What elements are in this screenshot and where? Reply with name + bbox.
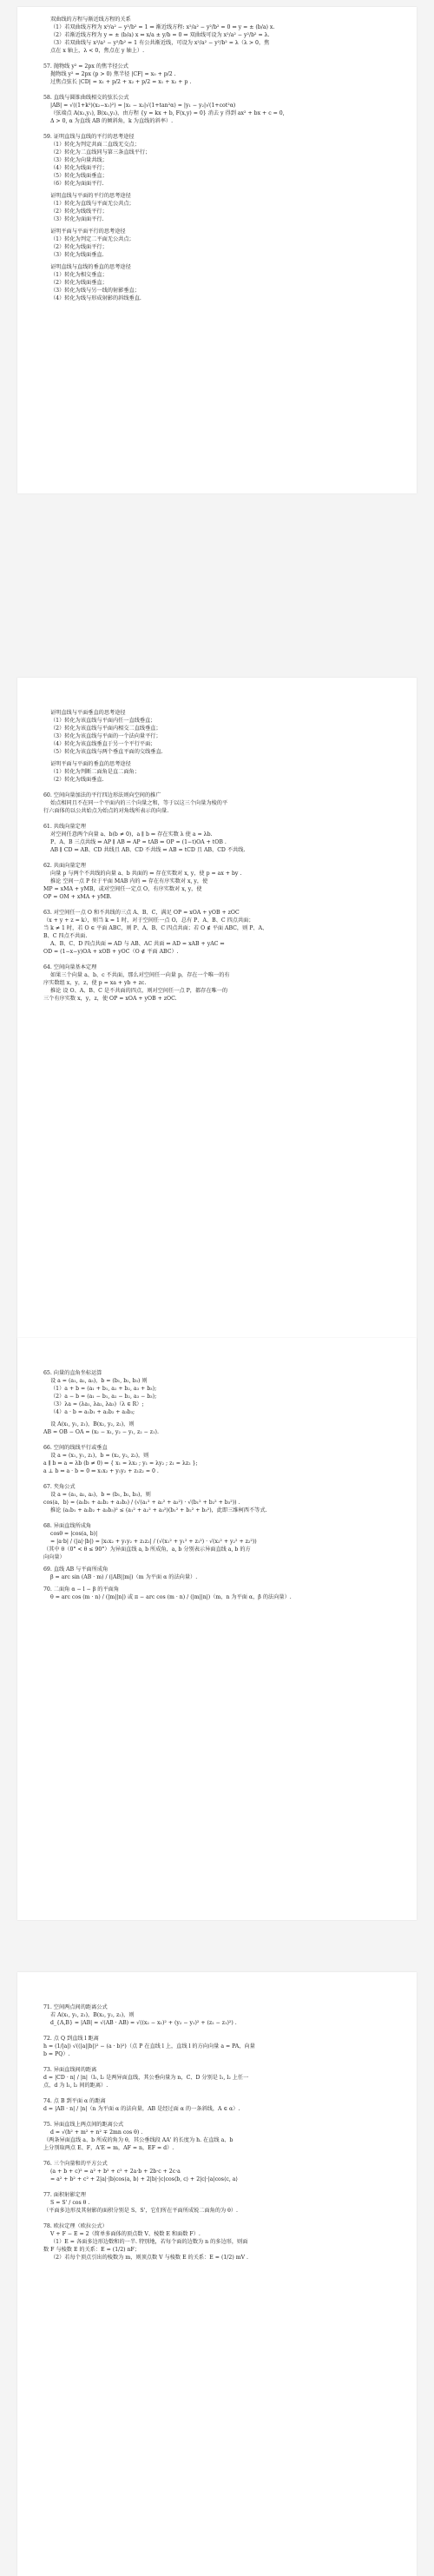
text-line: 设 a = (a₁, a₂, a₃)，b = (b₁, b₂, b₃) 则: [50, 1378, 148, 1384]
text-line: （2）转化为线线平行；: [50, 209, 108, 215]
text-line: [43, 1436, 399, 1444]
text-line: （1）转化为判定共面二直线无交点；: [50, 142, 140, 148]
text-line: [43, 901, 399, 909]
text-line: （2）若渐近线方程为 y = ± (b/a) x ⇔ x/a ± y/b = 0 ⇒ 双曲线可设为 x²/a² − y²/b² = λ.: [50, 32, 270, 38]
text-line: （2）若每个顶点引出的棱数为 m，则顶点数 V 与棱数 E 的关系：E = (1/2) mV .: [50, 2255, 248, 2261]
text-line: A、B、C、D 四点共面 ⇔ AD 与 AB、AC 共面 ⇔ AD = xAB + yAC ⇔: [50, 941, 225, 947]
text-line: 证明平面与平面的垂直的思考途径: [50, 761, 131, 767]
text-line: d = |CD · n| / |n|（l₁, l₂ 是两异面直线，其公垂向量为 n，C、D 分别是 l₁, l₂ 上任一: [43, 2075, 249, 2081]
text-line: 58. 直线与圆锥曲线相交的弦长公式: [43, 95, 129, 101]
text-line: a ⊥ b ⇔ a · b = 0 ⇔ x₁x₂ + y₁y₂ + z₁z₂ = 0 .: [43, 1468, 159, 1474]
text-line: （1）E = 各面多边形边数和的一半. 特别地，若每个面的边数为 n 的多边形，则面: [50, 2239, 248, 2245]
text-line: MP = xMA + yMB，或对空间任一定点 O，有序实数对 x, y，使: [43, 886, 202, 892]
text-line: （2）转化为线面平行；: [50, 244, 108, 250]
text-line: [43, 2183, 399, 2191]
text-line: 设 a = (x₁, y₁, z₁)，b = (x₂, y₂, z₂)，则: [50, 1453, 149, 1459]
text-line: 57. 抛物线 y² = 2px 的焦半径公式: [43, 63, 128, 70]
text-line: 设 A(x₁, y₁, z₁)，B(x₂, y₂, z₂)，则: [50, 1421, 135, 1427]
text-line: S = S' / cos θ .: [50, 2200, 90, 2206]
text-line: 推论 (a₁b₁ + a₂b₂ + a₃b₃)² ≤ (a₁² + a₂² + a₃²)(b₁² + b₂² + b₃²)，此即三维柯西不等式.: [50, 1507, 267, 1513]
text-line: 70. 二面角 α − l − β 的平面角: [43, 1586, 120, 1593]
text-line: [43, 854, 399, 862]
text-line: [43, 2089, 399, 2097]
text-line: （5）转化为线面垂直；: [50, 173, 108, 179]
text-line: AB = OB − OA = (x₂ − x₁, y₂ − y₁, z₂ − z₁).: [43, 1429, 159, 1435]
text-line: （2）a − b = (a₁ − b₁, a₂ − b₂, a₃ − b₃);: [50, 1394, 157, 1400]
text-line: |AB| = √((1+k²)(x₂−x₁)²) = |x₁ − x₂|√(1+tan²α) = |y₁ − y₂|√(1+cot²α): [50, 103, 236, 109]
text-line: （1）转化为该直线与平面内任一直线垂直；: [50, 718, 156, 724]
text-line: 63. 对空间任一点 O 和不共线的三点 A、B、C，满足 OP = xOA + yOB + zOC: [43, 910, 240, 916]
text-line: [43, 784, 399, 791]
text-line: （平面多边形及其射影的面积分别是 S、S'，它们所在平面所成锐二面角的为 θ）.: [43, 2208, 238, 2214]
text-line: 61. 共线向量定理: [43, 824, 86, 830]
page-3-content: [43, 1369, 399, 1601]
text-line: d = √(h² + m² + n² ∓ 2mn cos θ) .: [50, 2129, 143, 2136]
text-line: [43, 1475, 399, 1483]
text-line: 证明直线与平面垂直的思考途径: [50, 710, 126, 716]
text-line: a ∥ b ⇔ a = λb (b ≠ 0) ⇔ { x₁ = λx₂ ; y₁ = λy₂ ; z₁ = λz₂ };: [43, 1460, 198, 1467]
text-line: 行六面体的以公共始点为始点的对角线所表示的向量.: [43, 808, 169, 814]
text-line: 67. 夹角公式: [43, 1484, 76, 1490]
text-line: [43, 2027, 399, 2035]
text-line: [43, 86, 399, 94]
text-line: （2）转化为线面垂直.: [50, 777, 104, 783]
text-line: = a² + b² + c² + 2|a|·|b|cos⟨a, b⟩ + 2|b|·|c|cos⟨b, c⟩ + 2|c|·|a|cos⟨c, a⟩: [50, 2176, 238, 2182]
text-line: [43, 815, 399, 823]
text-line: （其中 θ（0° < θ ≤ 90°）为异面直线 a, b 所成角，a, b 分别表示异面直线 a, b 的方: [43, 1546, 251, 1553]
text-line: （2）转化为线面垂直；: [50, 280, 108, 286]
text-line: [43, 55, 399, 63]
page-2-content: [43, 709, 399, 1003]
document-page-1: [17, 7, 417, 493]
text-line: （两条异面直线 a、b 所成的角为 θ，其公垂线段 AA' 的长度为 h. 在直线 a、b: [43, 2137, 233, 2143]
text-line: （6）转化为面面平行.: [50, 181, 104, 187]
text-line: B、C 四点不共面.: [43, 933, 88, 939]
text-line: 77. 面积射影定理: [43, 2192, 86, 2198]
text-line: （1）a + b = (a₁ + b₁, a₂ + b₂, a₃ + b₃);: [50, 1386, 157, 1392]
text-line: （2）转化为二直线同与第三条直线平行；: [50, 149, 151, 156]
text-line: 68. 异面直线所成角: [43, 1523, 92, 1529]
text-line: 始点相同且不在同一个平面内的三个向量之和，等于以这三个向量为棱的平: [50, 800, 228, 806]
text-line: （4）转化为该直线垂直于另一个平行平面；: [50, 741, 156, 747]
text-line: [43, 956, 399, 964]
text-line: OD = (1−x−y)OA + xOB + yOC（O ∉ 平面 ABC）.: [43, 949, 179, 955]
document-page-4: [17, 1972, 417, 2576]
text-line: （3）转化为线与另一线的射影垂直；: [50, 288, 140, 294]
text-line: d = |AB · n| / |n|（n 为平面 α 的法向量，AB 是经过面 α 的一条斜线，A ∈ α）.: [43, 2106, 240, 2112]
text-line: d_{A,B} = |AB| = √(AB · AB) = √((x₂ − x₁)² + (y₂ − y₁)² + (z₂ − z₁)²) .: [50, 2020, 237, 2026]
text-line: （4）转化为线面平行；: [50, 165, 108, 171]
text-line: （3）转化为向量共线；: [50, 157, 108, 163]
text-line: （5）转化为该直线与两个垂直平面的交线垂直.: [50, 749, 163, 755]
text-line: [43, 2113, 399, 2121]
text-line: 推论 设 O、A、B、C 是不共面的四点，则对空间任一点 P，都存在唯一的: [50, 988, 228, 994]
text-line: 78. 欧拉定理（欧拉公式）: [43, 2223, 108, 2229]
text-line: （4）a · b = a₁b₁ + a₂b₂ + a₃b₃;: [50, 1409, 135, 1415]
text-line: 设 a = (a₁, a₂, a₃)，b = (b₁, b₂, b₃)，则: [50, 1492, 151, 1498]
text-line: 71. 空间两点间的距离公式: [43, 2004, 108, 2010]
text-line: 序实数组 x，y，z，使 p = xa + yb + zc.: [43, 980, 147, 986]
text-line: 74. 点 B 到平面 α 的距离: [43, 2098, 106, 2104]
text-line: [43, 2152, 399, 2160]
text-line: （3）λa = (λa₁, λa₂, λa₃)（λ ∈ R）;: [50, 1401, 144, 1407]
text-line: AB ∥ CD ⇔ AB、CD 共线且 AB、CD 不共线 ⇔ AB = tCD 且 AB、CD 不共线.: [50, 847, 246, 853]
document-page-2: [17, 678, 417, 1390]
text-line: （1）转化为相交垂直；: [50, 272, 108, 278]
text-line: （1）转化为判定二平面无公共点；: [50, 236, 135, 242]
text-line: （弦端点 A(x₁,y₁), B(x₂,y₂)，由方程 {y = kx + b, F(x,y) = 0} 消去 y 得到 ax² + bx + c = 0,: [50, 110, 285, 116]
text-line: 60. 空间向量加法的平行四边形法则向空间的推广: [43, 792, 161, 798]
text-line: [43, 125, 399, 133]
text-line: 若 A(x₁, y₁, z₁)，B(x₂, y₂, z₂)，则: [50, 2012, 135, 2018]
text-line: 75. 异面直线上两点间的距离公式: [43, 2122, 124, 2128]
text-line: cos⟨a，b⟩ = (a₁b₁ + a₂b₂ + a₃b₃) / (√(a₁² + a₂² + a₃²) · √(b₁² + b₂² + b₃²)) .: [43, 1500, 240, 1506]
text-line: 对空间任意两个向量 a、b(b ≠ 0)，a ∥ b ⇔ 存在实数 λ 使 a = λb.: [50, 831, 213, 838]
page-1-content: [43, 16, 399, 302]
text-line: 66. 空间的线线平行或垂直: [43, 1445, 108, 1451]
text-line: θ = arc cos (m · n) / (|m||n|) 或 π − arc cos (m · n) / (|m||n|)（m，n 为平面 α，β 的法向量）.: [50, 1594, 292, 1600]
text-line: 向向量）: [43, 1554, 65, 1560]
text-line: （x + y + z = k），则当 k = 1 时，对于空间任一点 O，总有 P、A、B、C 四点共面；: [43, 917, 254, 924]
text-line: （3）转化为线面垂直.: [50, 252, 104, 258]
text-line: V + F − E = 2（简单多面体的顶点数 V、棱数 E 和面数 F）.: [50, 2231, 201, 2237]
text-line: （1）若双曲线方程为 x²/a² − y²/b² = 1 ⇒ 渐近线方程: x²/a² − y²/b² = 0 ⇔ y = ± (b/a) x.: [50, 24, 275, 30]
text-line: 抛物线 y² = 2px (p > 0) 焦半径 |CF| = x₀ + p/2 .: [50, 71, 176, 77]
text-line: 73. 异面直线间的距离: [43, 2067, 97, 2073]
text-line: （3）转化为该直线与平面的一个法向量平行；: [50, 733, 161, 739]
text-line: Δ > 0, α 为直线 AB 的倾斜角，k 为直线的斜率）.: [50, 118, 174, 124]
text-line: （2）转化为该直线与平面内相交二直线垂直；: [50, 725, 161, 732]
text-line: （1）转化为直线与平面无公共点；: [50, 201, 135, 207]
text-line: 62. 共面向量定理: [43, 863, 86, 869]
text-line: 双曲线的方程与渐近线方程的关系: [50, 17, 131, 23]
text-line: （3）转化为面面平行.: [50, 216, 104, 222]
text-line: 证明平面与平面平行的思考途径: [50, 228, 126, 235]
text-line: （3）若双曲线与 x²/a² − y²/b² = 1 有公共渐近线，可设为 x²/a² − y²/b² = λ（λ > 0，焦: [50, 40, 270, 46]
text-line: 证明直线与直线的垂直的思考途径: [50, 264, 131, 270]
text-line: [43, 1514, 399, 1522]
text-line: 点在 x 轴上，λ < 0，焦点在 y 轴上）.: [50, 48, 145, 54]
text-line: 过焦点弦长 |CD| = x₁ + p/2 + x₂ + p/2 = x₁ + x₂ + p .: [50, 79, 192, 85]
text-line: 数 F 与棱数 E 的关系：E = (1/2) nF；: [43, 2247, 141, 2253]
page-4-content: [43, 2003, 399, 2261]
text-line: β = arc sin (AB · m) / (|AB||m|)（m 为平面 α 的法向量）.: [50, 1574, 198, 1580]
text-line: 三个有序实数 x，y，z，使 OP = xOA + yOB + zOC.: [43, 996, 177, 1002]
document-page-3: [17, 1338, 417, 1920]
text-line: [43, 2058, 399, 2066]
text-line: b = PQ）.: [43, 2051, 70, 2057]
text-line: OP = OM + xMA + yMB.: [43, 894, 112, 900]
text-line: 59. 证明直线与直线的平行的思考途径: [43, 134, 135, 140]
text-line: 64. 空间向量基本定理: [43, 964, 97, 970]
text-line: = |a·b| / (|a|·|b|) = |x₁x₂ + y₁y₂ + z₁z₂| / (√(x₁² + y₁² + z₁²) · √(x₂² + y₂² + z₂²)): [50, 1539, 257, 1545]
text-line: cosθ = |cos(a, b)|: [50, 1531, 98, 1537]
text-line: 证明直线与平面的平行的思考途径: [50, 193, 131, 199]
text-line: （4）转化为线与形成射影的斜线垂直.: [50, 295, 141, 301]
text-line: 65. 向量的直角坐标运算: [43, 1370, 102, 1376]
text-line: P、A、B 三点共线 ⇔ AP ∥ AB ⇔ AP = tAB ⇔ OP = (1−t)OA + tOB .: [50, 839, 227, 845]
text-line: [43, 2215, 399, 2222]
text-line: (a + b + c)² = a² + b² + c² + 2a·b + 2b·c + 2c·a: [50, 2169, 181, 2175]
text-line: 69. 直线 AB 与平面所成角: [43, 1566, 108, 1573]
text-line: 推论 空间一点 P 位于平面 MAB 内的 ⇔ 存在有序实数对 x, y，使: [50, 878, 208, 884]
text-line: 72. 点 Q 到直线 l 距离: [43, 2036, 99, 2042]
text-line: 76. 三个向量和的平方公式: [43, 2161, 108, 2167]
text-line: 点，d 为 l₁, l₂ 间的距离）.: [43, 2083, 108, 2089]
text-line: 向量 p 与两个不共线的向量 a、b 共面的 ⇔ 存在实数对 x, y，使 p = ax + by .: [50, 871, 242, 877]
text-line: 如果三个向量 a、b、c 不共面，那么对空间任一向量 p，存在一个唯一的有: [50, 972, 230, 978]
text-line: h = (1/|a|) √((|a||b|)² − (a · b)²)（点 P 在直线 l 上，直线 l 的方向向量 a = PA，向量: [43, 2043, 255, 2050]
text-line: 当 k ≠ 1 时，若 O ∈ 平面 ABC，则 P、A、B、C 四点共面；若 O ∉ 平面 ABC，则 P、A、: [43, 925, 268, 931]
text-line: 上分别取两点 E、F，A'E = m，AF = n，EF = d）.: [43, 2145, 174, 2151]
text-line: （1）转化为判断二面角是直二面角；: [50, 769, 140, 775]
